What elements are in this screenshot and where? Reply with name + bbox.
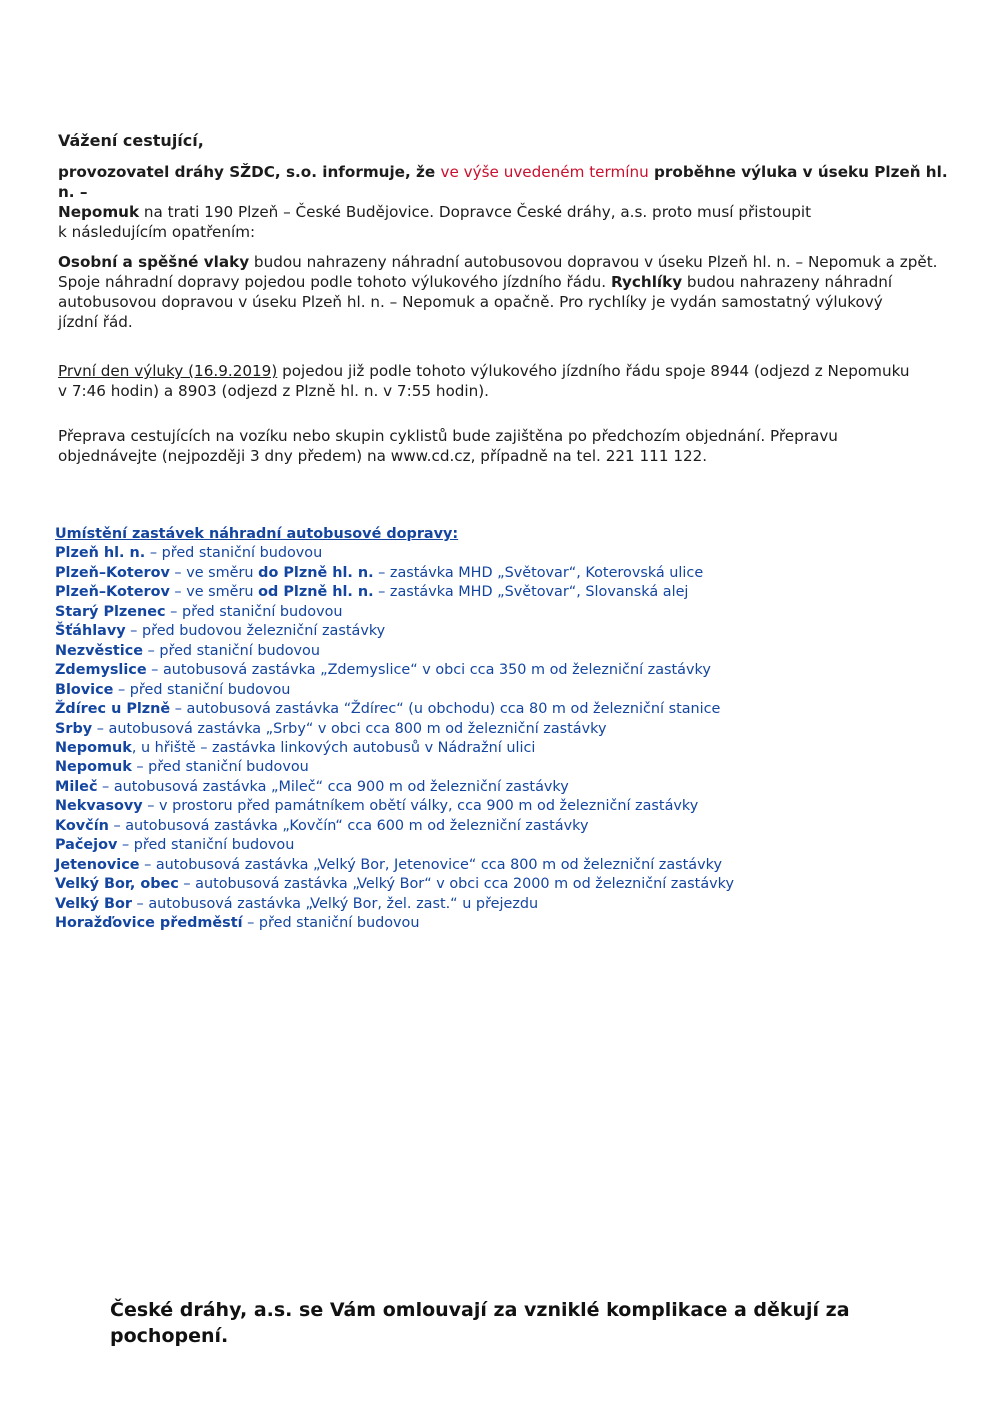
intro-line-3: k následujícím opatřením: (58, 223, 256, 241)
trains-text-3: budou nahrazeny náhradní (682, 273, 893, 291)
trains-line-2 (58, 272, 968, 292)
stop-description: – autobusová zastávka „Velký Bor, Jetenovice“ cca 800 m od železniční zastávky (139, 856, 722, 873)
stop-item (55, 720, 955, 739)
stop-description: – autobusová zastávka „Zdemyslice“ v obci cca 350 m od železniční zastávky (146, 662, 711, 679)
intro-line-1 (58, 162, 968, 202)
stop-description: – autobusová zastávka „Velký Bor“ v obci cca 2000 m od železniční zastávky (178, 876, 734, 893)
intro-nepomuk: Nepomuk (58, 203, 140, 221)
stop-name: Ždírec u Plzně (55, 701, 171, 718)
trains-bold-2: Rychlíky (610, 273, 683, 291)
transport-paragraph (58, 426, 968, 466)
trains-line-4: jízdní řád. (58, 313, 133, 331)
stop-item (55, 642, 955, 661)
stop-description: – autobusová zastávka „Srby“ v obci cca 800 m od železniční zastávky (92, 720, 607, 737)
stop-item (55, 739, 955, 758)
stop-description: , u hřiště – zastávka linkových autobusů v Nádražní ulici (131, 739, 536, 756)
stop-item (55, 583, 955, 602)
intro-text-1b: proběhne výluka v úseku Plzeň hl. n. – (58, 163, 948, 201)
stop-name: Jetenovice (55, 856, 140, 873)
stop-item (55, 544, 955, 563)
intro-line-2 (58, 202, 968, 222)
stops-header: Umístění zastávek náhradní autobusové dopravy: (55, 526, 459, 542)
stop-description: – autobusová zastávka “Ždírec“ (u obchodu) cca 80 m od železniční stanice (170, 701, 721, 718)
stop-item (55, 817, 955, 836)
stop-description: – před staniční budovou (145, 545, 323, 562)
stop-name: Zdemyslice (55, 662, 147, 679)
stop-item (55, 856, 955, 875)
trains-text-2: Spoje náhradní dopravy pojedou podle tohoto výlukového jízdního řádu. (58, 273, 611, 291)
transport-line-1: Přeprava cestujících na vozíku nebo skupin cyklistů bude zajištěna po předchozím objednání. Přepravu (58, 427, 838, 445)
intro-term-highlight: ve výše uvedeném termínu (440, 163, 649, 181)
stop-item (55, 700, 955, 719)
stop-description: – v prostoru před památníkem obětí války, cca 900 m od železniční zastávky (142, 798, 699, 815)
trains-bold-1: Osobní a spěšné vlaky (58, 253, 250, 271)
stop-name: Kovčín (55, 817, 109, 834)
stop-item (55, 875, 955, 894)
intro-text-1: provozovatel dráhy SŽDC, s.o. informuje, že (58, 163, 441, 181)
stop-description: – před staniční budovou (131, 759, 309, 776)
stop-description: – před staniční budovou (117, 837, 295, 854)
stop-description-2: – zastávka MHD „Světovar“, Koterovská ulice (373, 564, 704, 581)
greeting: Vážení cestující, (58, 131, 204, 150)
stop-direction: od Plzně hl. n. (258, 584, 374, 601)
stop-description: – autobusová zastávka „Mileč“ cca 900 m od železniční zastávky (97, 778, 569, 795)
stop-item (55, 758, 955, 777)
stops-list (55, 525, 955, 934)
stop-direction: do Plzně hl. n. (258, 564, 374, 581)
stop-description: – před staniční budovou (242, 915, 420, 932)
stop-item (55, 681, 955, 700)
stop-name: Velký Bor, obec (55, 876, 179, 893)
intro-paragraph (58, 162, 968, 242)
closing-text: České dráhy, a.s. se Vám omlouvají za vzniklé komplikace a děkují za pochopení. (110, 1299, 850, 1347)
stop-description: – autobusová zastávka „Kovčín“ cca 600 m od železniční zastávky (108, 817, 589, 834)
stop-name: Šťáhlavy (55, 623, 126, 640)
firstday-text-1: pojedou již podle tohoto výlukového jízdního řádu spoje 8944 (odjezd z Nepomuku (277, 362, 910, 380)
stop-description: – ve směru (169, 584, 259, 601)
stop-name: Starý Plzenec (55, 603, 166, 620)
stop-name: Srby (55, 720, 93, 737)
stop-description: – před staniční budovou (143, 642, 320, 659)
stop-item (55, 564, 955, 583)
stop-item (55, 622, 955, 641)
stop-name: Pačejov (55, 837, 118, 854)
stop-name: Nepomuk (55, 759, 132, 776)
stop-description: – před staniční budovou (165, 603, 343, 620)
stop-name: Horažďovice předměstí (55, 915, 243, 932)
stop-name: Nekvasovy (55, 798, 143, 815)
stop-name: Plzeň–Koterov (55, 564, 170, 581)
trains-text-1: budou nahrazeny náhradní autobusovou dopravou v úseku Plzeň hl. n. – Nepomuk a zpět. (249, 253, 938, 271)
stop-item (55, 895, 955, 914)
stop-description: – ve směru (169, 564, 259, 581)
stop-name: Plzeň hl. n. (55, 545, 146, 562)
transport-line-2: objednávejte (nejpozději 3 dny předem) na www.cd.cz, případně na tel. 221 111 122. (58, 447, 708, 465)
firstday-line-2: v 7:46 hodin) a 8903 (odjezd z Plzně hl. n. v 7:55 hodin). (58, 382, 490, 400)
stop-name: Nezvěstice (55, 642, 143, 659)
stop-item (55, 797, 955, 816)
stop-item (55, 603, 955, 622)
stop-item (55, 661, 955, 680)
stop-item (55, 836, 955, 855)
intro-text-2: na trati 190 Plzeň – České Budějovice. Dopravce České dráhy, a.s. proto musí přistoupit (139, 203, 812, 221)
firstday-date: První den výluky (16.9.2019) (58, 362, 278, 380)
trains-paragraph (58, 252, 968, 332)
trains-line-3: autobusovou dopravou v úseku Plzeň hl. n. – Nepomuk a opačně. Pro rychlíky je vydán samostatný výlukový (58, 293, 883, 311)
stop-description: – před budovou železniční zastávky (125, 623, 386, 640)
stop-item (55, 778, 955, 797)
stop-name: Blovice (55, 681, 114, 698)
stop-item (55, 914, 955, 933)
stop-description-2: – zastávka MHD „Světovar“, Slovanská alej (373, 584, 689, 601)
stops-container (55, 544, 955, 933)
stop-name: Velký Bor (55, 895, 132, 912)
stop-description: – před staniční budovou (113, 681, 291, 698)
trains-line-1 (58, 252, 968, 272)
stop-description: – autobusová zastávka „Velký Bor, žel. zast.“ u přejezdu (131, 895, 539, 912)
stop-name: Nepomuk (55, 739, 132, 756)
firstday-line-1 (58, 361, 968, 381)
stop-name: Mileč (55, 778, 98, 795)
firstday-paragraph (58, 361, 968, 401)
stop-name: Plzeň–Koterov (55, 584, 170, 601)
